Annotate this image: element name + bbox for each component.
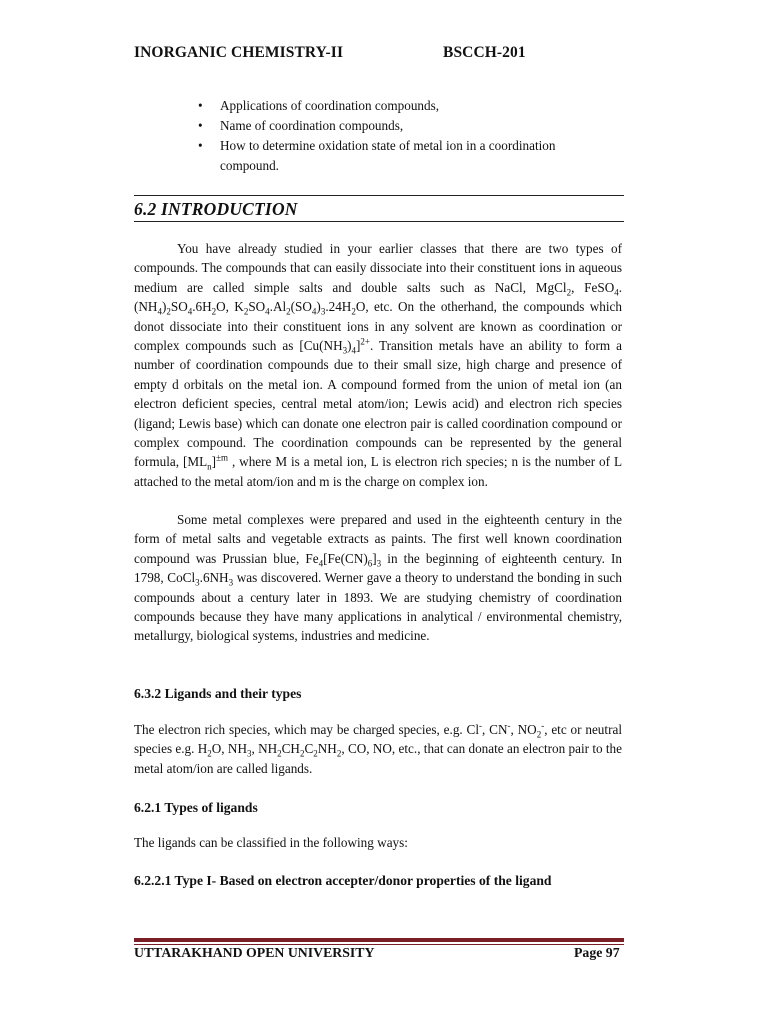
types-heading: 6.2.1 Types of ligands	[134, 800, 258, 815]
footer-university: UTTARAKHAND OPEN UNIVERSITY	[134, 945, 375, 960]
header-code: BSCCH-201	[443, 44, 526, 61]
list-item: • Name of coordination compounds,	[196, 116, 596, 136]
intro-paragraph-1: You have already studied in your earlier classes that there are two types of compounds. The compounds that can easily dissociate into their constituent ions in aqueous medium are called simple salts and double salts such as NaCl, MgCl$_2$, $FeSO_4.(NH_4)_2SO_4.6H_2O$, $K_2SO_4.Al_2(SO_4)_3.24H_2O$, etc. On the otherhand, the compounds which donot dissociate into their constituent ions in any solvent are known as coordination or complex compounds such as $[Cu(NH_3)_4]^{2+}$. Transition metals have an ability to form a number of coordination compounds due to their small size, high charge and presence of empty d orbitals on the metal ion. A compound formed from the union of metal ion (an electron deficient species, central metal atom/ion; Lewis acid) and electron rich species (ligand; Lewis base) which can donate one electron pair is called coordination compound or complex compound. The coordination compounds can be represented by the general formula, $[ML_n]^{\pm m}$ , where M is a metal ion, L is electron rich species; n is the number of L attached to the metal atom/ion and m is the charge on complex ion.	[134, 241, 623, 489]
intro-paragraph-2: Some metal complexes were prepared and used in the eighteenth century in the form of metal salts and vegetable extracts as paints. The first well known coordination compound was Prussian blue, $Fe_4[Fe(CN)_6]_3$ in the beginning of eighteenth century. In 1798, $CoCl_3.6NH_3$ was discovered. Werner gave a theory to understand the bonding in such compounds about a century later in 1893. We are studying chemistry of coordination compounds because they have many applications in analytical / environmental chemistry, metallurgy, biological systems, industries and medicine.	[134, 512, 622, 644]
bullet-icon: •	[198, 118, 203, 133]
ligands-paragraph: The electron rich species, which may be charged species, e.g. Cl-, CN-, $NO_2^-$, etc or neutral species e.g. $H_2O$, $NH_3$, $NH_2CH_2C_2NH_2$, CO, NO, etc., that can donate an electron pair to the metal atom/ion are called ligands.	[134, 720, 622, 776]
footer-rule-thick	[134, 938, 624, 942]
type1-heading: 6.2.2.1 Type I- Based on electron accepter/donor properties of the ligand	[134, 873, 552, 888]
bullet-icon: •	[198, 138, 203, 153]
section-rule-bottom	[134, 221, 624, 222]
objectives-list	[196, 96, 596, 176]
ligands-heading: 6.3.2 Ligands and their types	[134, 686, 302, 701]
list-item: • How to determine oxidation state of metal ion in a coordination compound.	[198, 138, 556, 173]
types-paragraph: The ligands can be classified in the following ways:	[134, 835, 408, 850]
bullet-icon: •	[198, 98, 203, 113]
list-item: • Applications of coordination compounds,	[196, 96, 596, 116]
section-rule-top	[134, 195, 624, 196]
header-course: INORGANIC CHEMISTRY-II	[134, 44, 344, 61]
footer-page-number: Page 97	[574, 945, 620, 960]
section-title: 6.2 INTRODUCTION	[134, 199, 298, 219]
